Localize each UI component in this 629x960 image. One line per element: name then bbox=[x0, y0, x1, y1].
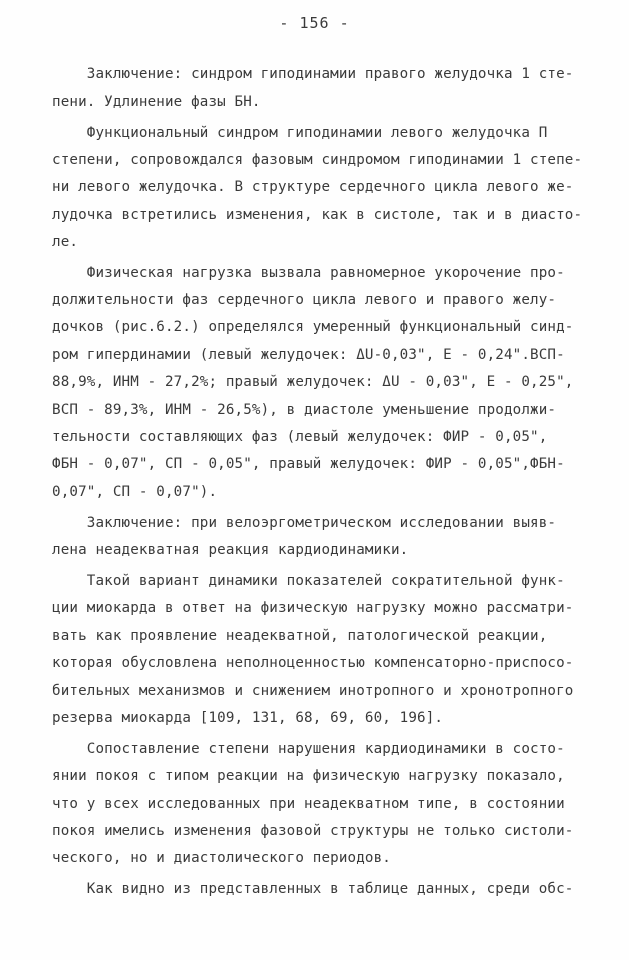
text-line: лена неадекватная реакция кардиодинамики. bbox=[52, 542, 409, 558]
text-line: степени, сопровождался фазовым синдромом гиподинамии 1 степе- bbox=[52, 152, 583, 168]
text-line: должительности фаз сердечного цикла левого и правого желу- bbox=[52, 292, 557, 308]
text-line: ФБН - 0,07", СП - 0,05", правый желудочек: ФИР - 0,05",ФБН- bbox=[52, 456, 565, 472]
text-line: тельности составляющих фаз (левый желудочек: ФИР - 0,05", bbox=[52, 429, 548, 445]
text-line: 0,07", СП - 0,07"). bbox=[52, 484, 218, 500]
text-line: ВСП - 89,3%, ИНМ - 26,5%), в диастоле уменьшение продолжи- bbox=[52, 402, 557, 418]
text-line: ческого, но и диастолического периодов. bbox=[52, 850, 391, 866]
text-line: покоя имелись изменения фазовой структуры не только систоли- bbox=[52, 823, 574, 839]
text-line: Физическая нагрузка вызвала равномерное укорочение про- bbox=[52, 265, 565, 281]
text-line: лудочка встретились изменения, как в систоле, так и в диасто- bbox=[52, 207, 583, 223]
text-line: ром гипердинамии (левый желудочек: ΔU-0,03", Е - 0,24".ВСП- bbox=[52, 347, 565, 363]
text-line: вать как проявление неадекватной, патологической реакции, bbox=[52, 628, 548, 644]
text-line: 88,9%, ИНМ - 27,2%; правый желудочек: ΔU - 0,03", Е - 0,25", bbox=[52, 374, 574, 390]
text-line: бительных механизмов и снижением инотропного и хронотропного bbox=[52, 683, 574, 699]
text-line: Сопоставление степени нарушения кардиодинамики в состо- bbox=[52, 741, 565, 757]
text-line: Такой вариант динамики показателей сократительной функ- bbox=[52, 573, 565, 589]
text-line: дочков (рис.6.2.) определялся умеренный функциональный синд- bbox=[52, 319, 574, 335]
text-line: ни левого желудочка. В структуре сердечного цикла левого же- bbox=[52, 179, 574, 195]
text-line: Заключение: при велоэргометрическом исследовании выяв- bbox=[52, 515, 557, 531]
text-line: пени. Удлинение фазы БН. bbox=[52, 94, 261, 110]
text-line: ции миокарда в ответ на физическую нагрузку можно рассматри- bbox=[52, 600, 574, 616]
text-line: Заключение: синдром гиподинамии правого желудочка 1 сте- bbox=[52, 66, 574, 82]
text-line: что у всех исследованных при неадекватном типе, в состоянии bbox=[52, 796, 565, 812]
text-line: резерва миокарда [109, 131, 68, 69, 60, 196]. bbox=[52, 710, 444, 726]
text-line: Функциональный синдром гиподинамии левого желудочка П bbox=[52, 125, 548, 141]
text-line: ле. bbox=[52, 234, 79, 250]
text-line: которая обусловлена неполноценностью компенсаторно-приспосо- bbox=[52, 655, 574, 671]
text-line: Как видно из представленных в таблице данных, среди обс- bbox=[52, 881, 574, 897]
page-number: - 156 - bbox=[279, 14, 350, 32]
text-line: янии покоя с типом реакции на физическую нагрузку показало, bbox=[52, 768, 565, 784]
